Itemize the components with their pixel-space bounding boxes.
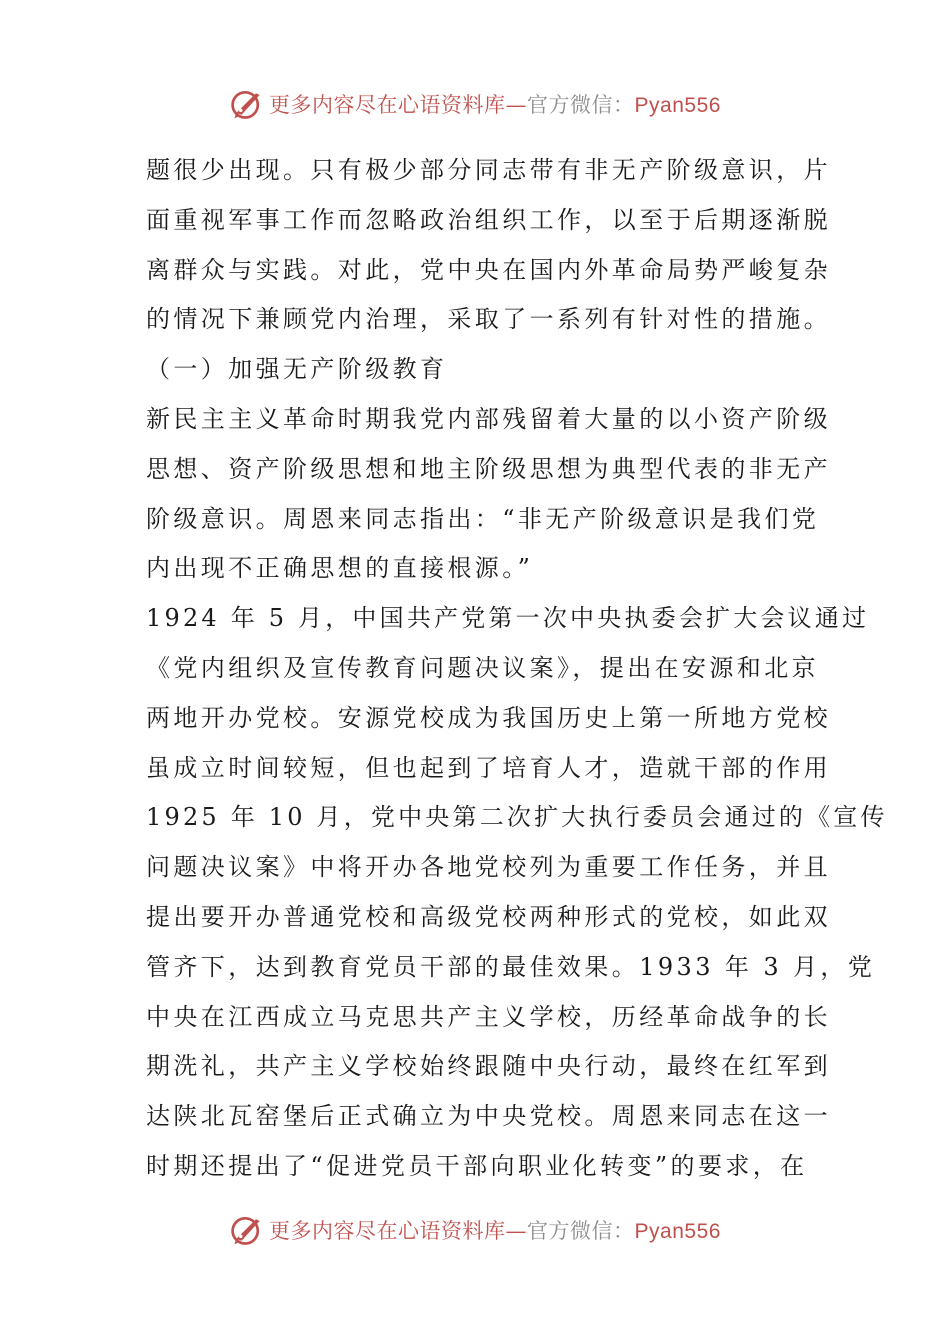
footer-watermark [0,1210,950,1250]
pen-circle-logo-icon [229,1212,265,1248]
text-line: 1924 年 5 月，中国共产党第一次中央执委会扩大会议通过 [146,604,870,633]
document-body [146,146,888,1192]
footer-watermark-label: 官方微信： [527,1219,635,1243]
header-watermark-dash: — [505,93,528,117]
text-line: 提出要开办普通党校和高级党校两种形式的党校，如此双 [146,902,831,931]
text-line: 面重视军事工作而忽略政治组织工作，以至于后期逐渐脱 [146,205,831,234]
footer-watermark-text: 更多内容尽在心语资料库 [269,1219,506,1243]
text-line: 思想、资产阶级思想和地主阶级思想为典型代表的非无产 [146,454,831,483]
text-line: 的情况下兼顾党内治理，采取了一系列有针对性的措施。 [146,305,831,334]
text-line: 中央在江西成立马克思共产主义学校，历经革命战争的长 [146,1002,831,1031]
text-line: 新民主主义革命时期我党内部残留着大量的以小资产阶级 [146,404,831,433]
text-line: 虽成立时间较短，但也起到了培育人才，造就干部的作用 [146,753,831,782]
text-line: 离群众与实践。对此，党中央在国内外革命局势严峻复杂 [146,255,831,284]
text-line: 达陕北瓦窑堡后正式确立为中央党校。周恩来同志在这一 [146,1102,831,1131]
text-line: 两地开办党校。安源党校成为我国历史上第一所地方党校 [146,703,831,732]
header-watermark-text: 更多内容尽在心语资料库 [269,93,506,117]
section-heading: （一）加强无产阶级教育 [146,355,448,384]
text-line: 时期还提出了“促进党员干部向职业化转变”的要求，在 [146,1151,808,1180]
text-line: 《党内组织及宣传教育问题决议案》，提出在安源和北京 [146,653,819,682]
text-line: 问题决议案》中将开办各地党校列为重要工作任务，并且 [146,853,831,882]
pen-circle-logo-icon [229,86,265,122]
text-line: 管齐下，达到教育党员干部的最佳效果。1933 年 3 月，党 [146,952,876,981]
footer-watermark-dash: — [505,1219,528,1243]
header-wechat-id: Pyan556 [634,94,721,117]
text-line: 阶级意识。周恩来同志指出：“非无产阶级意识是我们党 [146,504,820,533]
text-line: 题很少出现。只有极少部分同志带有非无产阶级意识，片 [146,156,831,184]
header-watermark [0,84,950,124]
text-line: 期洗礼，共产主义学校始终跟随中央行动，最终在红军到 [146,1052,831,1081]
text-line: 1925 年 10 月，党中央第二次扩大执行委员会通过的《宣传 [146,803,888,832]
footer-wechat-id: Pyan556 [634,1220,721,1243]
header-watermark-label: 官方微信： [527,93,635,117]
text-line: 内出现不正确思想的直接根源。” [146,554,534,583]
